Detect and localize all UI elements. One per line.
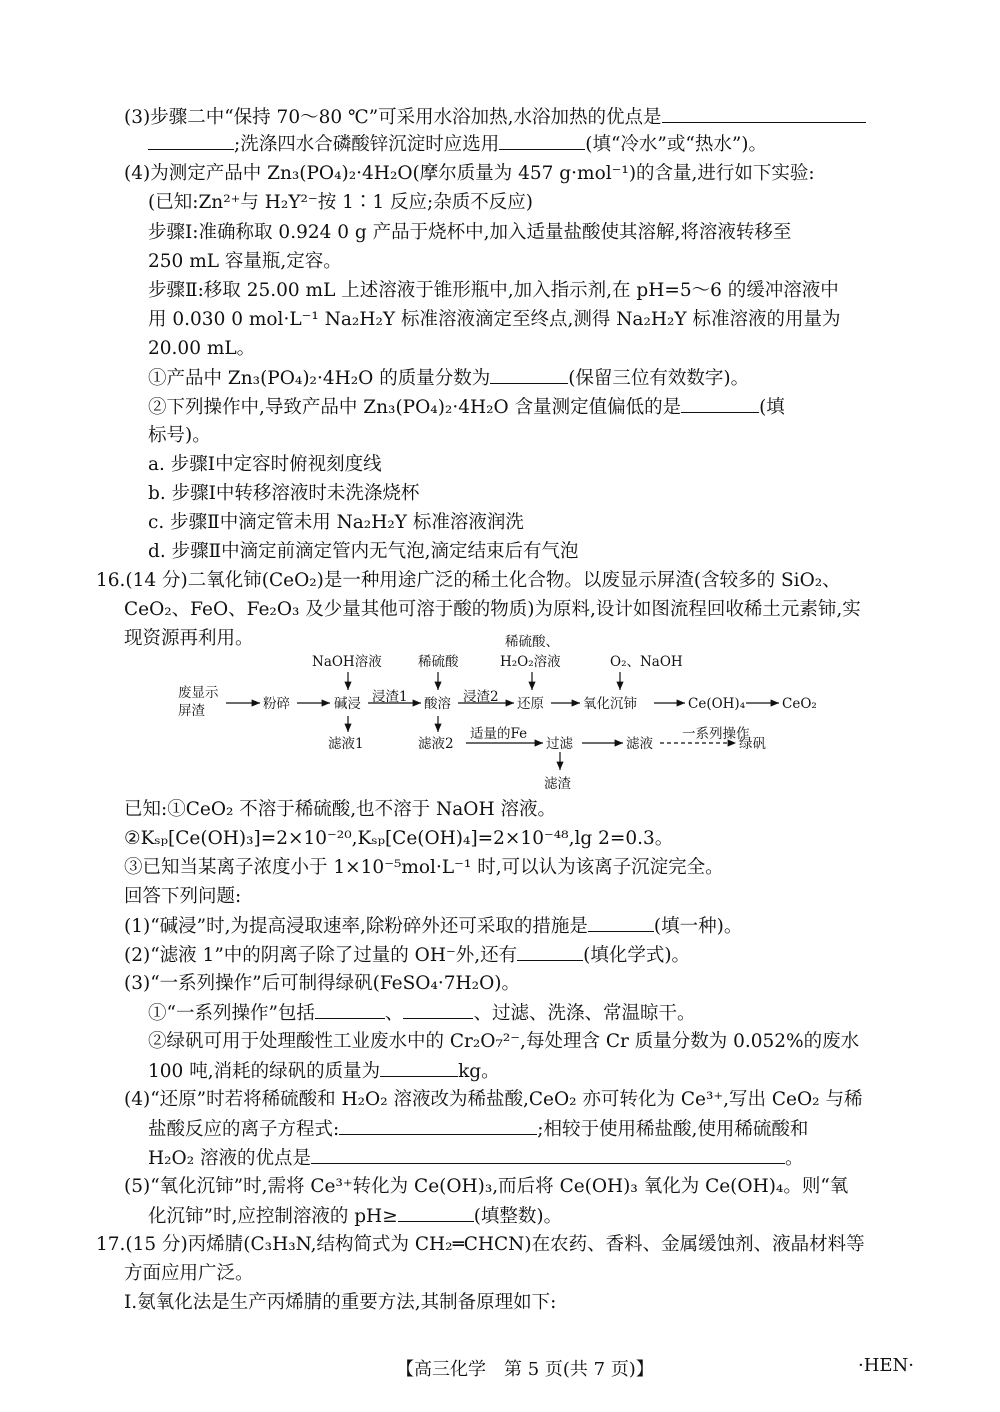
node-oxidize-precip: 氧化沉铈 bbox=[583, 696, 637, 712]
q17-section-i: Ⅰ.氨氧化法是生产丙烯腈的重要方法,其制备原理如下: bbox=[124, 1292, 557, 1313]
reagent-h2so4-h2o2-line2: H₂O₂溶液 bbox=[500, 654, 561, 670]
q16-stem-1: 16.(14 分)二氧化铈(CeO₂)是一种用途广泛的稀土化合物。以废显示屏渣(含较多的 SiO₂、 bbox=[96, 570, 841, 591]
option-d: d. 步骤Ⅱ中滴定前滴定管内无气泡,滴定结束后有气泡 bbox=[148, 541, 579, 562]
node-waste-screen-2: 屏渣 bbox=[178, 703, 205, 719]
q15-step1-b: 250 mL 容量瓶,定容。 bbox=[148, 251, 342, 272]
q16-part3-sub1: ①“一系列操作”包括 、 、过滤、洗涤、常温晾干。 bbox=[148, 1000, 695, 1027]
answer-blank[interactable] bbox=[339, 1116, 537, 1135]
answer-prompt: 回答下列问题: bbox=[124, 886, 242, 907]
q16-stem-3: 现资源再利用。 bbox=[124, 628, 254, 649]
q15-step2-a: 步骤Ⅱ:移取 25.00 mL 上述溶液于锥形瓶中,加入指示剂,在 pH=5～6 的缓冲溶液中 bbox=[148, 280, 839, 301]
answer-blank[interactable] bbox=[398, 1203, 474, 1222]
answer-blank[interactable] bbox=[517, 942, 583, 961]
q16-part1: (1)“碱浸”时,为提高浸取速率,除粉碎外还可采取的措施是 (填一种)。 bbox=[124, 913, 742, 940]
answer-blank[interactable] bbox=[588, 913, 654, 932]
q16-part4-cont: 盐酸反应的离子方程式: ;相较于使用稀盐酸,使用稀硫酸和 bbox=[148, 1116, 808, 1143]
q16-part3: (3)“一系列操作”后可制得绿矾(FeSO₄·7H₂O)。 bbox=[124, 973, 520, 994]
q15-step2-c: 20.00 mL。 bbox=[148, 338, 256, 359]
answer-blank[interactable] bbox=[499, 131, 585, 150]
option-c: c. 步骤Ⅱ中滴定管未用 Na₂H₂Y 标准溶液润洗 bbox=[148, 512, 524, 533]
option-b: b. 步骤Ⅰ中转移溶液时未洗涤烧杯 bbox=[148, 483, 420, 504]
label-residue-1: 浸渣1 bbox=[372, 689, 408, 705]
answer-blank[interactable] bbox=[380, 1058, 458, 1077]
node-crush: 粉碎 bbox=[263, 696, 290, 712]
reagent-dilute-h2so4: 稀硫酸 bbox=[418, 654, 459, 670]
q16-part3-sub2: ②绿矾可用于处理酸性工业废水中的 Cr₂O₇²⁻,每处理含 Cr 质量分数为 0.052%的废水 bbox=[148, 1031, 860, 1052]
q15-sub1: ①产品中 Zn₃(PO₄)₂·4H₂O 的质量分数为 (保留三位有效数字)。 bbox=[148, 365, 749, 392]
q16-stem-2: CeO₂、FeO、Fe₂O₃ 及少量其他可溶于酸的物质)为原料,设计如图流程回收稀土元素铈,实 bbox=[124, 599, 861, 620]
q15-sub2-cont: 标号)。 bbox=[148, 425, 211, 446]
q15-3-line1: (3)步骤二中“保持 70～80 ℃”可采用水浴加热,水浴加热的优点是 bbox=[124, 104, 866, 131]
footer-code: ·HEN· bbox=[858, 1355, 915, 1376]
q15-4-known: (已知:Zn²⁺与 H₂Y²⁻按 1∶1 反应;杂质不反应) bbox=[148, 192, 533, 213]
q15-4-intro: (4)为测定产品中 Zn₃(PO₄)₂·4H₂O(摩尔质量为 457 g·mol⁻¹)的含量,进行如下实验: bbox=[124, 163, 815, 184]
answer-blank[interactable] bbox=[311, 1145, 785, 1164]
q17-stem-1: 17.(15 分)丙烯腈(C₃H₃N,结构简式为 CH₂═CHCN)在农药、香料、金属缓蚀剂、液晶材料等 bbox=[96, 1234, 865, 1255]
q17-stem-2: 方面应用广泛。 bbox=[124, 1263, 254, 1284]
node-alkali-leach: 碱浸 bbox=[334, 696, 361, 712]
q16-part3-sub2-cont: 100 吨,消耗的绿矾的质量为 kg。 bbox=[148, 1058, 500, 1085]
node-acid-dissolve: 酸溶 bbox=[424, 696, 451, 712]
known-3: ③已知当某离子浓度小于 1×10⁻⁵mol·L⁻¹ 时,可以认为该离子沉淀完全。 bbox=[124, 857, 724, 878]
q16-part4: (4)“还原”时若将稀硫酸和 H₂O₂ 溶液改为稀盐酸,CeO₂ 亦可转化为 Ce³⁺,写出 CeO₂ 与稀 bbox=[124, 1089, 863, 1110]
label-residue-2: 浸渣2 bbox=[463, 689, 499, 705]
process-flowchart bbox=[160, 630, 840, 800]
q15-3-line2: ;洗涤四水合磷酸锌沉淀时应选用 (填“冷水”或“热水”)。 bbox=[148, 131, 767, 158]
q16-part5-cont: 化沉铈”时,应控制溶液的 pH≥ (填整数)。 bbox=[148, 1203, 562, 1230]
answer-blank[interactable] bbox=[148, 131, 234, 150]
node-filter-residue: 滤渣 bbox=[544, 776, 571, 792]
known-1: 已知:①CeO₂ 不溶于稀硫酸,也不溶于 NaOH 溶液。 bbox=[124, 799, 556, 820]
known-2: ②Kₛₚ[Ce(OH)₃]=2×10⁻²⁰,Kₛₚ[Ce(OH)₄]=2×10⁻⁴⁸,lg 2=0.3。 bbox=[124, 828, 674, 849]
q15-sub2: ②下列操作中,导致产品中 Zn₃(PO₄)₂·4H₂O 含量测定值偏低的是 (填 bbox=[148, 394, 785, 421]
q16-part2: (2)“滤液 1”中的阴离子除了过量的 OH⁻外,还有 (填化学式)。 bbox=[124, 942, 690, 969]
node-filtrate-1: 滤液1 bbox=[328, 736, 364, 752]
reagent-naoh-solution: NaOH溶液 bbox=[312, 654, 382, 670]
q15-step2-b: 用 0.030 0 mol·L⁻¹ Na₂H₂Y 标准溶液滴定至终点,测得 Na₂H₂Y 标准溶液的用量为 bbox=[148, 309, 841, 330]
label-excess-fe: 适量的Fe bbox=[470, 726, 528, 742]
node-filtration: 过滤 bbox=[546, 736, 573, 752]
node-reduction: 还原 bbox=[517, 696, 544, 712]
option-a: a. 步骤Ⅰ中定容时俯视刻度线 bbox=[148, 454, 382, 475]
reagent-o2-naoh: O₂、NaOH bbox=[610, 654, 683, 670]
answer-blank[interactable] bbox=[681, 394, 759, 413]
node-ceo2: CeO₂ bbox=[782, 696, 817, 712]
answer-blank[interactable] bbox=[490, 365, 568, 384]
node-ce-oh4: Ce(OH)₄ bbox=[688, 696, 746, 712]
reagent-h2so4-h2o2-line1: 稀硫酸、 bbox=[505, 634, 559, 650]
node-waste-screen-1: 废显示 bbox=[178, 685, 219, 701]
answer-blank[interactable] bbox=[403, 1000, 473, 1019]
label-series-ops: 一系列操作 bbox=[682, 726, 750, 742]
node-filtrate: 滤液 bbox=[626, 736, 653, 752]
answer-blank[interactable] bbox=[315, 1000, 385, 1019]
q16-part4-cont2: H₂O₂ 溶液的优点是 。 bbox=[148, 1145, 804, 1172]
q15-step1-a: 步骤Ⅰ:准确称取 0.924 0 g 产品于烧杯中,加入适量盐酸使其溶解,将溶液转移至 bbox=[148, 222, 792, 243]
node-filtrate-2: 滤液2 bbox=[418, 736, 454, 752]
node-green-vitriol: 绿矾 bbox=[739, 736, 766, 752]
answer-blank[interactable] bbox=[662, 104, 866, 123]
q16-part5: (5)“氧化沉铈”时,需将 Ce³⁺转化为 Ce(OH)₃,而后将 Ce(OH)₃ 氧化为 Ce(OH)₄。则“氧 bbox=[124, 1176, 849, 1197]
footer-page-info: 【高三化学 第 5 页(共 7 页)】 bbox=[396, 1359, 654, 1380]
